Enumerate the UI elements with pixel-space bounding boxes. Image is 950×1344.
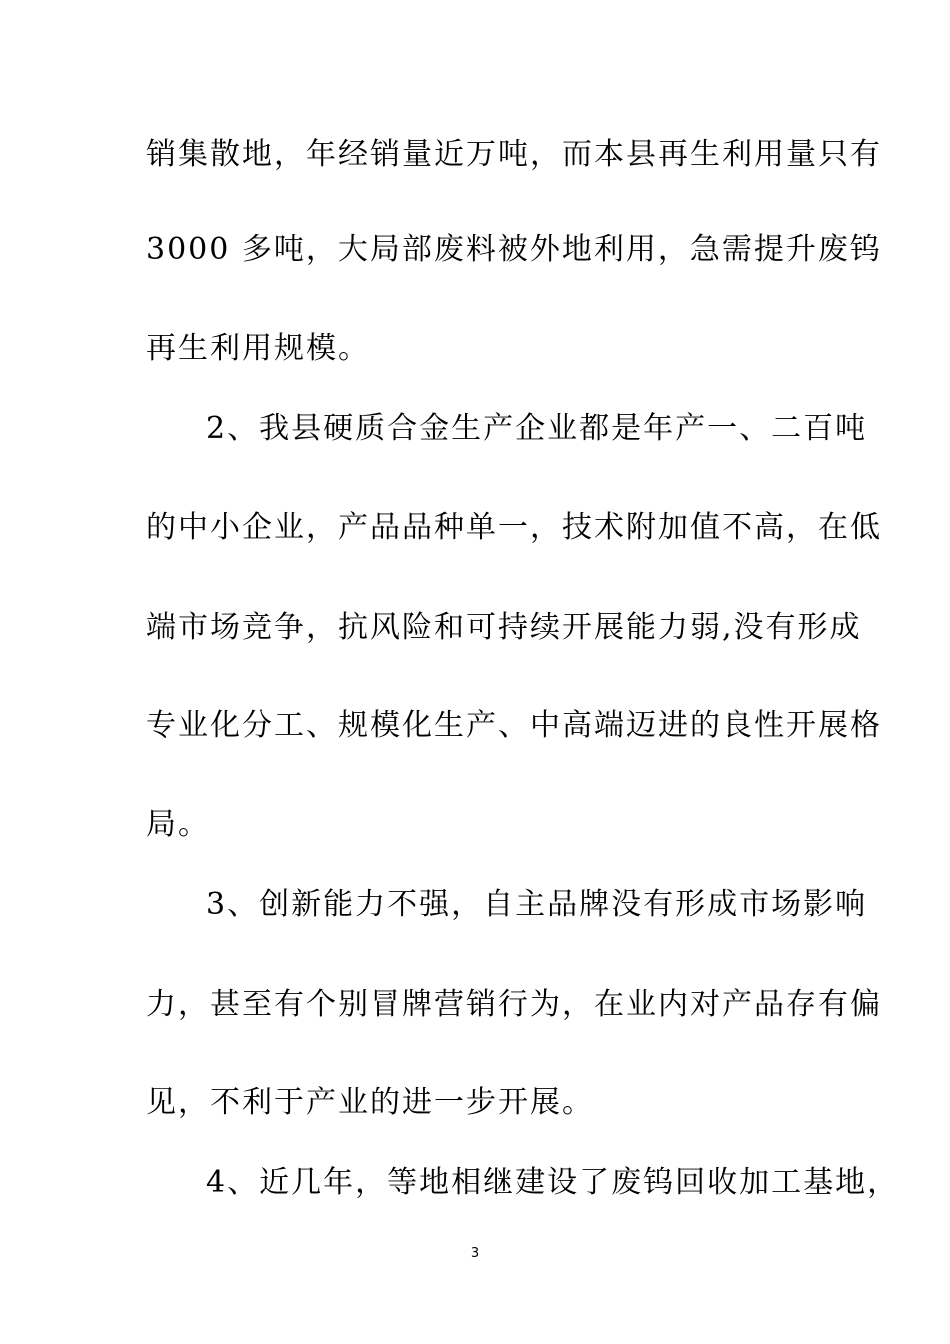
paragraph-start-line: 3、创新能力不强，自主品牌没有形成市场影响 [206, 887, 868, 922]
paragraph-start-line: 4、近几年，等地相继建设了废钨回收加工基地， [206, 1165, 900, 1200]
page-number: 3 [470, 1246, 480, 1261]
text-line: 3000 多吨，大局部废料被外地利用，急需提升废钨 [146, 232, 882, 267]
text-line: 力，甚至有个别冒牌营销行为，在业内对产品存有偏 [146, 987, 882, 1022]
text-line: 再生利用规模。 [146, 331, 370, 366]
text-line: 销集散地，年经销量近万吨，而本县再生利用量只有 [146, 137, 882, 172]
paragraph-start-line: 2、我县硬质合金生产企业都是年产一、二百吨 [206, 411, 868, 446]
text-line: 专业化分工、规模化生产、中高端迈进的良性开展格 [146, 708, 882, 743]
text-line: 见，不利于产业的进一步开展。 [146, 1085, 594, 1120]
text-line: 的中小企业，产品品种单一，技术附加值不高，在低 [146, 510, 882, 545]
text-line: 局。 [146, 807, 210, 842]
text-line: 端市场竞争，抗风险和可持续开展能力弱,没有形成 [146, 610, 862, 645]
